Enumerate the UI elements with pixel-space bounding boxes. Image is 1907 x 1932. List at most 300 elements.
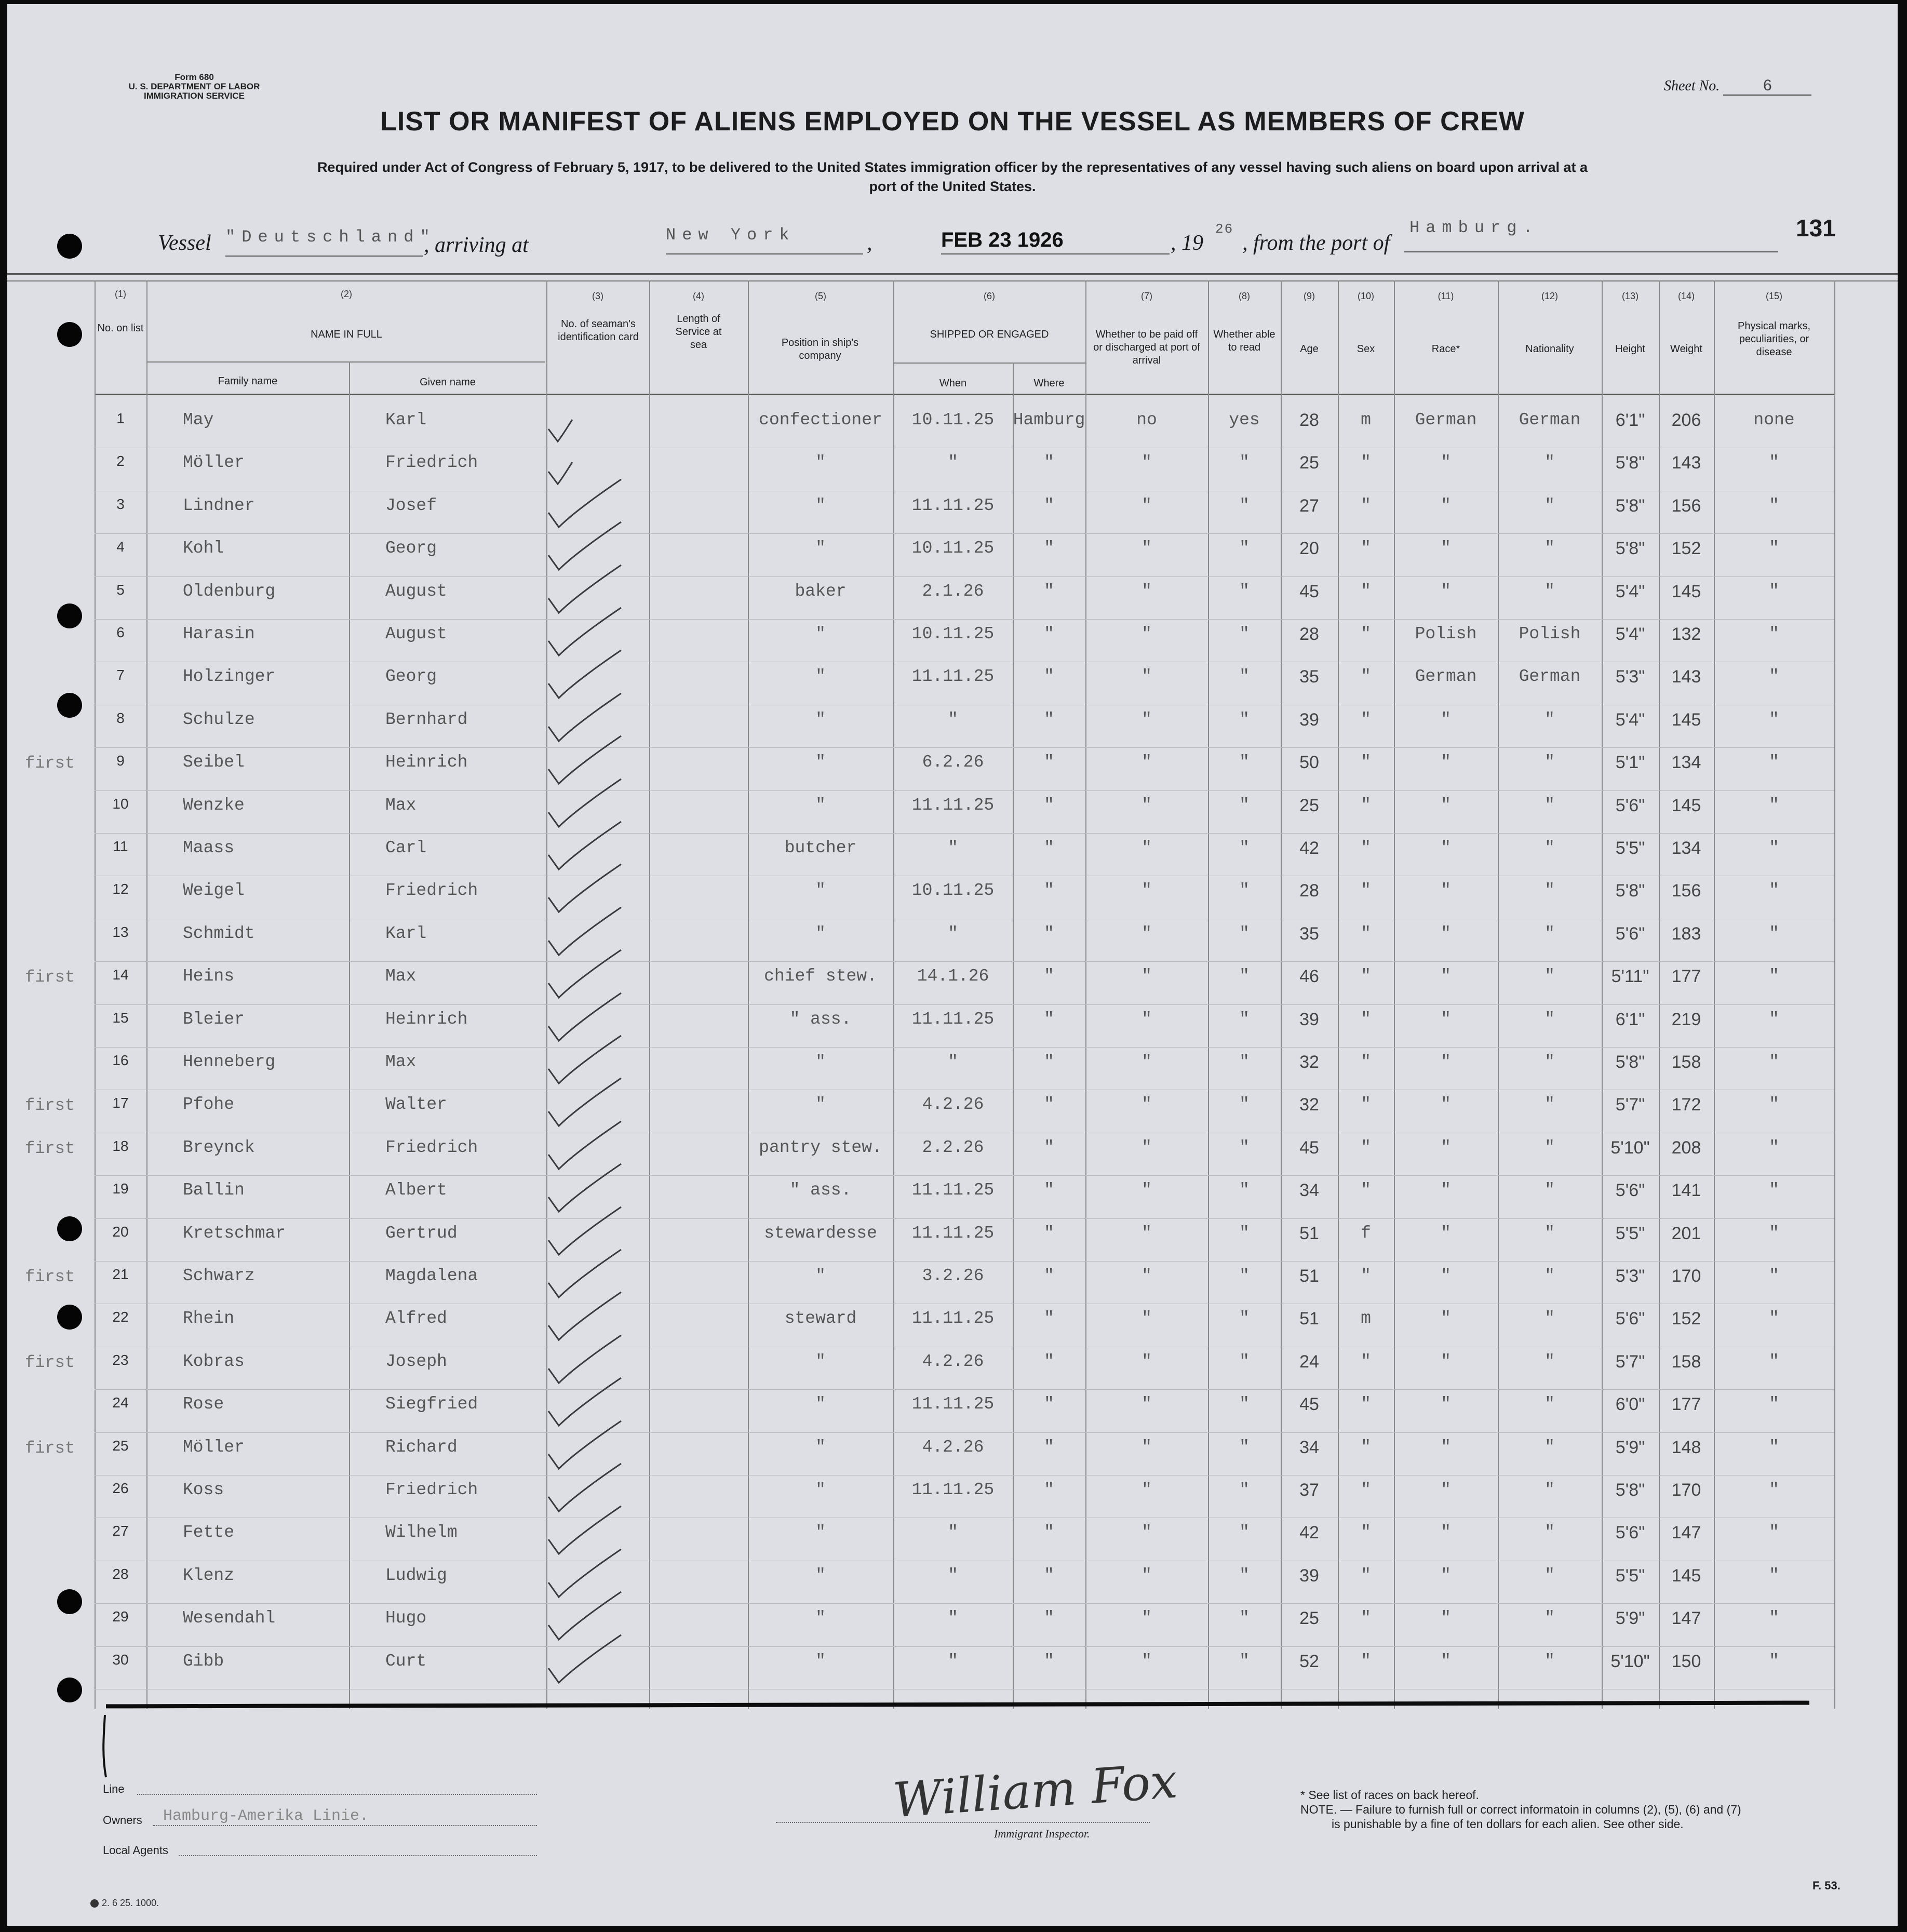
cell-no: 20 <box>112 1223 129 1240</box>
header-paid-off: Whether to be paid off or discharged at port of arrival <box>1093 329 1200 366</box>
cell-height: 5'7" <box>1615 1095 1645 1115</box>
cell-when: 11.11.25 <box>911 1394 995 1414</box>
cell-where: " <box>1044 795 1054 815</box>
cell-height: 5'9" <box>1615 1437 1645 1457</box>
cell-age: 35 <box>1299 923 1319 944</box>
cell-paid: " <box>1141 1266 1152 1285</box>
cell-marks: " <box>1769 581 1779 601</box>
cell-weight: 183 <box>1671 923 1701 944</box>
cell-paid: " <box>1141 667 1152 687</box>
penalty-note-cont: is punishable by a fine of ten dollars for each alien. See other side. <box>1332 1817 1684 1831</box>
cell-given: Bernhard <box>385 709 468 729</box>
cell-position: pantry stew. <box>759 1137 882 1157</box>
cell-paid: " <box>1141 1565 1152 1585</box>
row-rule <box>95 1646 1834 1647</box>
cell-sex: " <box>1361 709 1371 729</box>
row-rule <box>95 576 1834 577</box>
cell-weight: 145 <box>1671 709 1701 730</box>
cell-no: 9 <box>116 753 125 769</box>
cell-read: " <box>1239 1009 1250 1029</box>
punch-hole <box>57 322 82 347</box>
cell-sex: " <box>1361 923 1371 943</box>
cell-age: 52 <box>1299 1651 1319 1671</box>
cell-nationality: " <box>1545 923 1555 943</box>
cell-height: 5'8" <box>1615 1480 1645 1500</box>
cell-nationality: " <box>1545 1437 1555 1457</box>
cell-given: Siegfried <box>385 1394 478 1414</box>
cell-sex: " <box>1361 667 1371 687</box>
cell-given: Joseph <box>385 1351 447 1371</box>
cell-family: Kobras <box>183 1351 245 1371</box>
cell-race: " <box>1441 1180 1451 1200</box>
cell-age: 45 <box>1299 1137 1319 1158</box>
cell-weight: 206 <box>1671 410 1701 430</box>
cell-no: 10 <box>112 795 129 812</box>
cell-race: " <box>1441 1394 1451 1414</box>
header-able-to-read: Whether able to read <box>1213 329 1275 353</box>
punch-hole <box>57 1216 82 1241</box>
header-height: Height <box>1615 343 1645 355</box>
cell-paid: " <box>1141 1137 1152 1157</box>
service: IMMIGRATION SERVICE <box>144 91 245 101</box>
cell-when: " <box>948 453 958 473</box>
cell-race: " <box>1441 1137 1451 1157</box>
cell-weight: 158 <box>1671 1351 1701 1372</box>
cell-height: 5'6" <box>1615 1309 1645 1329</box>
cell-where: " <box>1044 881 1054 901</box>
cell-where: " <box>1044 923 1054 943</box>
cell-given: Richard <box>385 1437 458 1457</box>
cell-where: " <box>1044 1223 1054 1243</box>
cell-no: 11 <box>113 838 128 854</box>
cell-age: 28 <box>1299 410 1319 430</box>
cell-race: " <box>1441 1651 1451 1671</box>
cell-read: " <box>1239 753 1250 772</box>
cell-sex: " <box>1361 1651 1371 1671</box>
cell-where: " <box>1044 1565 1054 1585</box>
cell-weight: 170 <box>1671 1480 1701 1500</box>
sub-column-rule <box>349 361 350 1709</box>
cell-paid: " <box>1141 709 1152 729</box>
cell-no: 19 <box>112 1180 129 1197</box>
cell-sex: " <box>1361 967 1371 986</box>
cell-race: " <box>1441 923 1451 943</box>
cell-sex: " <box>1361 1394 1371 1414</box>
header-position: Position in ship's company <box>781 337 859 361</box>
cell-read: " <box>1239 1052 1250 1071</box>
row-rule <box>95 1261 1834 1262</box>
punch-hole <box>57 693 82 718</box>
first-trip-annotation: first <box>25 1267 75 1286</box>
cell-paid: " <box>1141 1052 1152 1071</box>
cell-paid: " <box>1141 1394 1152 1414</box>
cell-marks: " <box>1769 838 1779 857</box>
cell-nationality: " <box>1545 1137 1555 1157</box>
cell-no: 17 <box>112 1095 129 1111</box>
row-rule <box>95 1603 1834 1604</box>
cell-when: " <box>948 709 958 729</box>
cell-height: 5'3" <box>1615 667 1645 687</box>
cell-paid: " <box>1141 1480 1152 1499</box>
cell-paid: " <box>1141 1651 1152 1671</box>
arrival-date-stamp: FEB 23 1926 <box>941 229 1064 251</box>
page-subtitle: Required under Act of Congress of February 5, 1917, to be delivered to the United States immigration officer by the representatives of any vessel having such aliens on board upon arrival at a port of the United States. <box>317 159 1588 194</box>
cell-no: 28 <box>112 1565 129 1582</box>
cell-read: " <box>1239 581 1250 601</box>
cell-when: 4.2.26 <box>922 1095 984 1115</box>
cell-nationality: " <box>1545 1651 1555 1671</box>
cell-where: " <box>1044 753 1054 772</box>
cell-family: Breynck <box>183 1137 255 1157</box>
punch-hole <box>57 234 82 259</box>
first-trip-annotation: first <box>25 968 75 987</box>
cell-sex: " <box>1361 1608 1371 1628</box>
cell-position: " <box>815 667 826 687</box>
cell-family: Lindner <box>183 495 255 515</box>
cell-given: Albert <box>385 1180 447 1200</box>
header-length-service: Length of Service at sea <box>675 313 722 351</box>
cell-where: " <box>1044 453 1054 473</box>
cell-sex: " <box>1361 1009 1371 1029</box>
cell-height: 5'6" <box>1615 1523 1645 1543</box>
header-physical-marks: Physical marks, peculiarities, or disease <box>1737 320 1811 358</box>
cell-paid: no <box>1136 410 1157 430</box>
cell-when: 3.2.26 <box>922 1266 984 1285</box>
cell-where: " <box>1044 1480 1054 1499</box>
cell-when: 11.11.25 <box>911 667 995 687</box>
cell-nationality: " <box>1545 1480 1555 1499</box>
cell-height: 5'5" <box>1615 1565 1645 1586</box>
cell-weight: 170 <box>1671 1266 1701 1286</box>
cell-nationality: " <box>1545 1309 1555 1329</box>
cell-paid: " <box>1141 967 1152 986</box>
header-given-name: Given name <box>420 377 476 388</box>
cell-weight: 145 <box>1671 795 1701 815</box>
cell-position: " <box>815 1394 826 1414</box>
row-rule <box>95 1047 1834 1048</box>
local-agents-label: Local Agents <box>103 1844 168 1857</box>
cell-family: Rhein <box>183 1309 235 1329</box>
cell-given: August <box>385 581 447 601</box>
cell-position: chief stew. <box>764 967 877 986</box>
immigrant-inspector-label: Immigrant Inspector. <box>994 1827 1090 1840</box>
cell-given: Hugo <box>385 1608 427 1628</box>
cell-weight: 156 <box>1671 495 1701 516</box>
cell-read: " <box>1239 453 1250 473</box>
cell-marks: " <box>1769 1180 1779 1200</box>
cell-height: 5'1" <box>1615 753 1645 773</box>
cell-paid: " <box>1141 881 1152 901</box>
header-where: Where <box>1033 378 1065 389</box>
cell-weight: 201 <box>1671 1223 1701 1243</box>
cell-weight: 158 <box>1671 1052 1701 1072</box>
cell-position: " <box>815 795 826 815</box>
cell-where: " <box>1044 1351 1054 1371</box>
cell-race: " <box>1441 495 1451 515</box>
cell-weight: 148 <box>1671 1437 1701 1457</box>
cell-when: " <box>948 838 958 857</box>
cell-age: 32 <box>1299 1052 1319 1072</box>
departure-port: Hamburg. <box>1409 218 1539 237</box>
cell-marks: " <box>1769 1351 1779 1371</box>
cell-read: " <box>1239 539 1250 558</box>
cell-family: Schmidt <box>183 923 255 943</box>
cell-given: Carl <box>385 838 427 857</box>
cell-family: Kretschmar <box>183 1223 286 1243</box>
cell-age: 28 <box>1299 881 1319 901</box>
cell-weight: 147 <box>1671 1523 1701 1543</box>
cell-given: Gertrud <box>385 1223 458 1243</box>
cell-age: 42 <box>1299 838 1319 858</box>
cell-age: 51 <box>1299 1309 1319 1329</box>
cell-marks: " <box>1769 1009 1779 1029</box>
cell-paid: " <box>1141 453 1152 473</box>
cell-race: " <box>1441 1223 1451 1243</box>
header-family-name: Family name <box>218 375 278 387</box>
owners-value: Hamburg-Amerika Linie. <box>163 1807 369 1825</box>
cell-race: Polish <box>1415 624 1477 643</box>
cell-read: " <box>1239 1523 1250 1542</box>
cell-height: 5'8" <box>1615 881 1645 901</box>
form-code: F. 53. <box>1812 1879 1841 1892</box>
page-number: 131 <box>1796 214 1836 242</box>
cell-sex: " <box>1361 1480 1371 1499</box>
cell-family: Rose <box>183 1394 224 1414</box>
cell-family: Gibb <box>183 1651 224 1671</box>
cell-height: 5'8" <box>1615 495 1645 516</box>
cell-no: 21 <box>112 1266 129 1282</box>
first-trip-annotation: first <box>25 1438 75 1458</box>
cell-weight: 145 <box>1671 581 1701 601</box>
margin-pen-stroke <box>96 1713 116 1780</box>
cell-when: 10.11.25 <box>911 410 995 430</box>
cell-no: 23 <box>112 1351 129 1368</box>
cell-paid: " <box>1141 1608 1152 1628</box>
cell-sex: " <box>1361 539 1371 558</box>
cell-sex: " <box>1361 624 1371 643</box>
cell-no: 14 <box>112 967 129 983</box>
cell-family: Schulze <box>183 709 255 729</box>
cell-nationality: " <box>1545 581 1555 601</box>
cell-position: " <box>815 1480 826 1499</box>
cell-race: " <box>1441 838 1451 857</box>
cell-height: 5'4" <box>1615 709 1645 730</box>
cell-height: 5'5" <box>1615 1223 1645 1243</box>
header-when: When <box>939 378 967 389</box>
cell-read: " <box>1239 1266 1250 1285</box>
cell-race: " <box>1441 967 1451 986</box>
cell-family: Heins <box>183 967 235 986</box>
print-code: 2. 6 25. 1000. <box>90 1898 159 1909</box>
cell-nationality: " <box>1545 495 1555 515</box>
cell-no: 7 <box>116 667 125 683</box>
cell-where: " <box>1044 1309 1054 1329</box>
cell-when: 14.1.26 <box>917 967 989 986</box>
cell-position: " <box>815 1651 826 1671</box>
row-rule <box>95 533 1834 534</box>
cell-age: 25 <box>1299 795 1319 815</box>
cell-where: " <box>1044 1523 1054 1542</box>
cell-sex: " <box>1361 881 1371 901</box>
cell-race: " <box>1441 453 1451 473</box>
cell-race: " <box>1441 1437 1451 1457</box>
cell-position: steward <box>784 1309 857 1329</box>
cell-read: " <box>1239 1651 1250 1671</box>
cell-sex: f <box>1361 1223 1371 1243</box>
cell-when: 4.2.26 <box>922 1437 984 1457</box>
cell-family: Fette <box>183 1523 235 1542</box>
cell-family: Möller <box>183 453 245 473</box>
cell-race: German <box>1415 667 1477 687</box>
footnotes <box>1300 1788 1741 1831</box>
cell-marks: " <box>1769 1565 1779 1585</box>
inspector-signature <box>890 1744 1254 1832</box>
cell-read: " <box>1239 1351 1250 1371</box>
cell-where: " <box>1044 1651 1054 1671</box>
sub-column-rule <box>1013 363 1014 1709</box>
cell-position: " <box>815 1095 826 1115</box>
cell-no: 26 <box>112 1480 129 1496</box>
cell-no: 6 <box>116 624 125 640</box>
cell-marks: " <box>1769 1523 1779 1542</box>
cell-age: 34 <box>1299 1437 1319 1457</box>
cell-no: 30 <box>112 1651 129 1668</box>
cell-sex: " <box>1361 1137 1371 1157</box>
cell-nationality: " <box>1545 709 1555 729</box>
cell-when: " <box>948 1651 958 1671</box>
cell-given: Max <box>385 795 417 815</box>
cell-paid: " <box>1141 753 1152 772</box>
cell-sex: " <box>1361 795 1371 815</box>
cell-nationality: " <box>1545 1351 1555 1371</box>
department: U. S. DEPARTMENT OF LABOR <box>128 82 260 91</box>
cell-family: Pfohe <box>183 1095 235 1115</box>
cell-age: 27 <box>1299 495 1319 516</box>
cell-race: " <box>1441 1351 1451 1371</box>
cell-height: 5'6" <box>1615 1180 1645 1201</box>
cell-read: " <box>1239 1394 1250 1414</box>
cell-paid: " <box>1141 581 1152 601</box>
cell-race: " <box>1441 1309 1451 1329</box>
cell-sex: " <box>1361 495 1371 515</box>
cell-when: " <box>948 923 958 943</box>
cell-family: Koss <box>183 1480 224 1499</box>
cell-family: Maass <box>183 838 235 857</box>
vessel-label: Vessel <box>158 231 211 255</box>
cell-paid: " <box>1141 838 1152 857</box>
cell-weight: 177 <box>1671 967 1701 987</box>
cell-where: " <box>1044 1095 1054 1115</box>
owners-label: Owners <box>103 1814 142 1827</box>
cell-position: butcher <box>784 838 857 857</box>
cell-where: " <box>1044 624 1054 643</box>
cell-nationality: " <box>1545 1223 1555 1243</box>
cell-when: 10.11.25 <box>911 881 995 901</box>
cell-sex: " <box>1361 453 1371 473</box>
cell-position: " <box>815 881 826 901</box>
cell-given: Friedrich <box>385 881 478 901</box>
cell-nationality: " <box>1545 1523 1555 1542</box>
cell-nationality: " <box>1545 967 1555 986</box>
cell-position: " <box>815 1266 826 1285</box>
cell-age: 45 <box>1299 581 1319 601</box>
from-port-label: , from the port of <box>1242 231 1390 255</box>
cell-family: Wenzke <box>183 795 245 815</box>
cell-family: Weigel <box>183 881 245 901</box>
cell-given: August <box>385 624 447 643</box>
cell-given: Alfred <box>385 1309 447 1329</box>
cell-paid: " <box>1141 1523 1152 1542</box>
cell-read: " <box>1239 624 1250 643</box>
cell-height: 5'9" <box>1615 1608 1645 1629</box>
cell-when: " <box>948 1523 958 1542</box>
cell-family: Seibel <box>183 753 245 772</box>
cell-marks: none <box>1753 410 1795 430</box>
cell-no: 8 <box>116 709 125 726</box>
cell-paid: " <box>1141 1437 1152 1457</box>
header-weight: Weight <box>1670 343 1702 355</box>
line-label: Line <box>103 1782 125 1795</box>
cell-weight: 152 <box>1671 539 1701 559</box>
cell-marks: " <box>1769 453 1779 473</box>
cell-family: Holzinger <box>183 667 276 687</box>
cell-weight: 141 <box>1671 1180 1701 1201</box>
punch-hole <box>57 603 82 628</box>
check-mark-icon <box>545 1634 623 1686</box>
cell-paid: " <box>1141 795 1152 815</box>
cell-height: 5'5" <box>1615 838 1645 858</box>
cell-where: " <box>1044 1137 1054 1157</box>
cell-read: " <box>1239 923 1250 943</box>
cell-weight: 219 <box>1671 1009 1701 1029</box>
header-sex: Sex <box>1357 343 1375 355</box>
cell-read: " <box>1239 1180 1250 1200</box>
cell-paid: " <box>1141 539 1152 558</box>
cell-paid: " <box>1141 624 1152 643</box>
first-trip-annotation: first <box>25 754 75 773</box>
cell-position: " <box>815 453 826 473</box>
list-end-line <box>106 1701 1809 1709</box>
cell-given: Friedrich <box>385 1137 478 1157</box>
cell-race: " <box>1441 1266 1451 1285</box>
row-rule <box>95 747 1834 748</box>
cell-marks: " <box>1769 1137 1779 1157</box>
cell-given: Heinrich <box>385 753 468 772</box>
cell-when: 11.11.25 <box>911 1009 995 1029</box>
cell-race: " <box>1441 1095 1451 1115</box>
cell-no: 2 <box>116 453 125 469</box>
column-rule <box>649 280 650 1709</box>
cell-when: 11.11.25 <box>911 495 995 515</box>
cell-where: " <box>1044 1608 1054 1628</box>
cell-age: 25 <box>1299 1608 1319 1629</box>
cell-height: 6'1" <box>1615 410 1645 430</box>
cell-marks: " <box>1769 624 1779 643</box>
cell-family: Harasin <box>183 624 255 643</box>
cell-nationality: German <box>1519 667 1581 687</box>
cell-no: 22 <box>112 1309 129 1325</box>
cell-given: Karl <box>385 410 427 430</box>
cell-nationality: " <box>1545 1394 1555 1414</box>
penalty-note: NOTE. — Failure to furnish full or correct informatoin in columns (2), (5), (6) and (7) <box>1300 1803 1741 1816</box>
cell-family: Schwarz <box>183 1266 255 1285</box>
cell-paid: " <box>1141 1180 1152 1200</box>
cell-paid: " <box>1141 1351 1152 1371</box>
first-trip-annotation: first <box>25 1352 75 1372</box>
cell-nationality: " <box>1545 1095 1555 1115</box>
cell-when: 2.1.26 <box>922 581 984 601</box>
row-rule <box>95 1218 1834 1219</box>
